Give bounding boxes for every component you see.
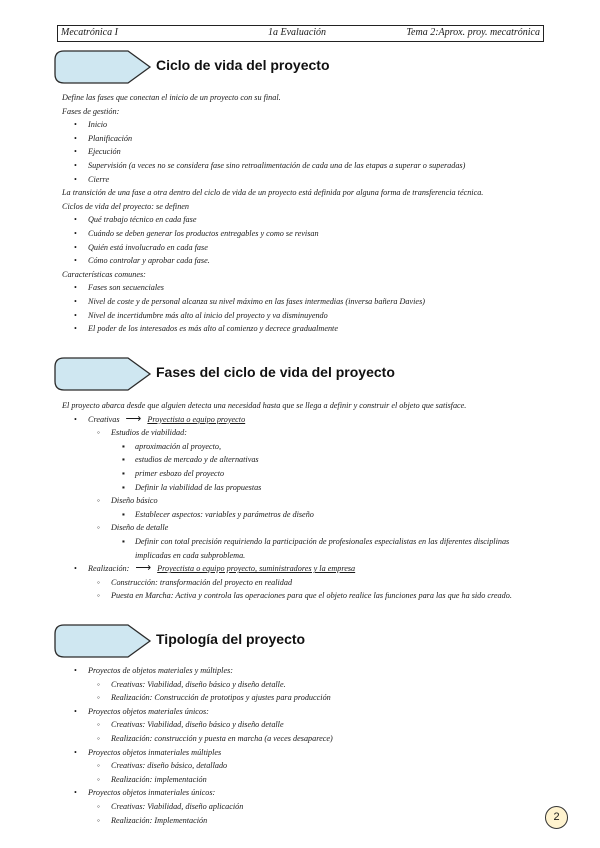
- list-item: ◦ Realización: Implementación: [62, 814, 542, 828]
- list-item: ◦ Construcción: transformación del proyecto en realidad: [62, 576, 542, 590]
- list-item: • Proyectos objetos inmateriales únicos:: [62, 786, 542, 800]
- list-item: • Cómo controlar y aprobar cada fase.: [62, 254, 542, 268]
- paragraph: Define las fases que conectan el inicio de un proyecto con su final.: [62, 93, 281, 102]
- list-item: ◦ Realización: construcción y puesta en marcha (a veces desaparece): [62, 732, 542, 746]
- section-3-content: [62, 664, 542, 827]
- list-item: ◦ Creativas: Viabilidad, diseño básico y diseño detalle: [62, 718, 542, 732]
- list-item: ▪ estudios de mercado y de alternativas: [62, 453, 542, 467]
- list-item: • Proyectos de objetos materiales y múltiples:: [62, 664, 542, 678]
- paragraph: El proyecto abarca desde que alguien detecta una necesidad hasta que se llega a definir y construir el objeto que satisface.: [62, 401, 467, 410]
- list-item: ◦ Puesta en Marcha: Activa y controla las operaciones para que el objeto realice las funciones para las que ha sido creado.: [62, 589, 542, 603]
- phase-actor: Proyectista o equipo proyecto: [147, 414, 246, 424]
- list-item: • Supervisión (a veces no se considera fase sino retroalimentación de cada una de las etapas a superar o superadas): [62, 159, 542, 173]
- page-header: [57, 25, 544, 42]
- paragraph: La transición de una fase a otra dentro del ciclo de vida de un proyecto está definida por alguna forma de transferencia técnica.: [62, 188, 484, 198]
- section-1-content: [62, 91, 542, 336]
- list-item: • Proyectos objetos inmateriales múltiples: [62, 746, 542, 760]
- list-item: ▪ primer esbozo del proyecto: [62, 467, 542, 481]
- list-item: • Nivel de incertidumbre más alto al inicio del proyecto y va disminuyendo: [62, 309, 542, 323]
- list-item: ◦ Creativas: Viabilidad, diseño básico y diseño detalle.: [62, 678, 542, 692]
- list-heading: Características comunes:: [62, 269, 146, 279]
- list-heading: Ciclos de vida del proyecto: se definen: [62, 201, 190, 211]
- list-item: • Ejecución: [62, 145, 542, 159]
- list-item: • Fases son secuenciales: [62, 281, 542, 295]
- section-tab-icon: [54, 50, 152, 84]
- list-item: • El poder de los interesados es más alto al comienzo y decrece gradualmente: [62, 322, 542, 336]
- section-tab-icon: [54, 357, 152, 391]
- list-item: ▪ Definir con total precisión requiriendo la participación de profesionales especialistas en las diferentes disciplinas implicadas en cada subproblema.: [62, 535, 542, 562]
- list-item: • Cierre: [62, 173, 542, 187]
- header-topic: Tema 2:Aprox. proy. mecatrónica: [406, 27, 540, 38]
- list-item: [62, 562, 542, 576]
- list-item: • Cuándo se deben generar los productos entregables y como se revisan: [62, 227, 542, 241]
- arrow-right-icon: ⟶: [125, 412, 142, 425]
- list-item: • Planificación: [62, 132, 542, 146]
- header-evaluation: 1a Evaluación: [268, 27, 327, 38]
- section-title: Fases del ciclo de vida del proyecto: [156, 364, 395, 380]
- section-title: Ciclo de vida del proyecto: [156, 57, 330, 73]
- list-item: • Quién está involucrado en cada fase: [62, 241, 542, 255]
- section-2-content: [62, 399, 542, 603]
- list-item: ◦ Diseño de detalle: [62, 521, 542, 535]
- list-item: [62, 413, 542, 427]
- list-item: ◦ Estudios de viabilidad:: [62, 426, 542, 440]
- list-item: ◦ Creativas: Viabilidad, diseño aplicación: [62, 800, 542, 814]
- list-item: ▪ aproximación al proyecto,: [62, 440, 542, 454]
- section-title: Tipología del proyecto: [156, 631, 306, 647]
- list-item: ◦ Realización: implementación: [62, 773, 542, 787]
- page-number-badge: 2: [545, 806, 568, 829]
- list-item: • Nivel de coste y de personal alcanza su nivel máximo en las fases intermedias (inversa bañera Davies): [62, 295, 542, 309]
- phase-label: Creativas: [88, 414, 120, 424]
- list-heading: Fases de gestión:: [62, 106, 120, 116]
- header-course: Mecatrónica I: [61, 27, 118, 38]
- arrow-right-icon: ⟶: [135, 562, 152, 575]
- section-tab-icon: [54, 624, 152, 658]
- list-item: ◦ Diseño básico: [62, 494, 542, 508]
- list-item: ◦ Creativas: diseño básico, detallado: [62, 759, 542, 773]
- list-item: ▪ Definir la viabilidad de las propuestas: [62, 481, 542, 495]
- list-item: • Proyectos objetos materiales únicos:: [62, 705, 542, 719]
- list-item: ▪ Establecer aspectos: variables y parámetros de diseño: [62, 508, 542, 522]
- phase-actor: Proyectista o equipo proyecto, suministradores y la empresa: [157, 564, 356, 574]
- list-item: ◦ Realización: Construcción de prototipos y ajustes para producción: [62, 691, 542, 705]
- phase-label: Realización:: [88, 564, 130, 574]
- list-item: • Inicio: [62, 118, 542, 132]
- list-item: • Qué trabajo técnico en cada fase: [62, 213, 542, 227]
